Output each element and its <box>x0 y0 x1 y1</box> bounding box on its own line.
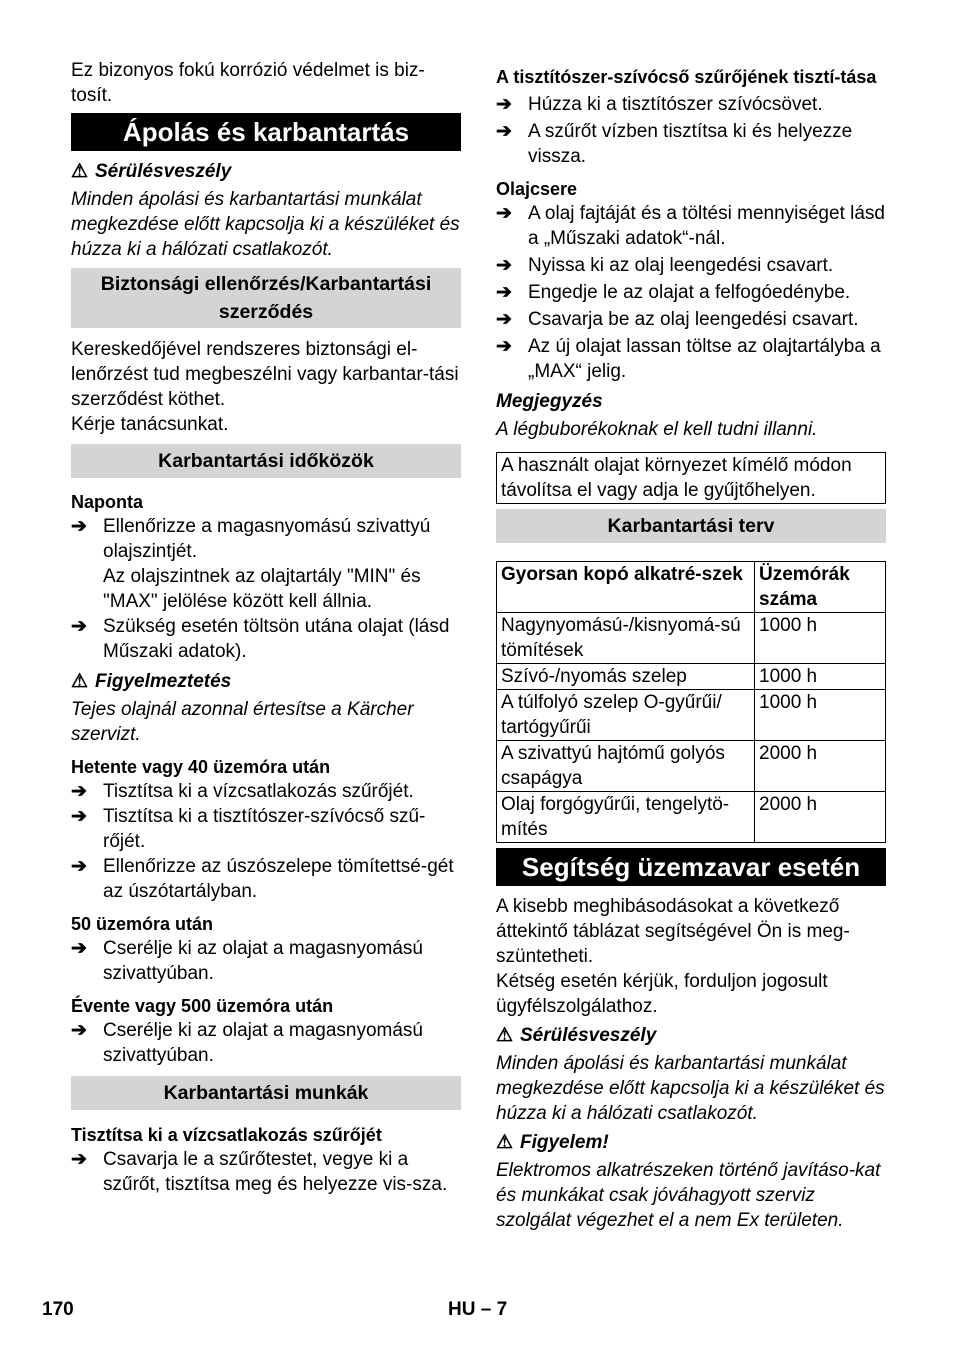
table-row <box>497 690 886 741</box>
section-title-troubleshooting: Segítség üzemzavar esetén <box>496 848 886 886</box>
list-item: ➔ Engedje le az olajat a felfogóedénybe. <box>496 282 851 303</box>
subsection-maintenance-works: Karbantartási munkák <box>71 1076 461 1110</box>
maintenance-table <box>496 561 886 843</box>
column-header: Gyorsan kopó alkatré-szek <box>497 562 755 613</box>
list-item: ➔ Cserélje ki az olajat a magasnyomású szivattyúban. <box>71 1020 423 1066</box>
arrow-right-icon: ➔ <box>71 1020 87 1041</box>
list-item: ➔ Tisztítsa ki a tisztítószer-szívócső szű-rőjét. <box>71 806 426 852</box>
arrow-right-icon: ➔ <box>71 781 87 802</box>
warning-text: Minden ápolási és karbantartási munkálat megkezdése előtt kapcsolja ki a készüléket és húzza ki a hálózati csatlakozót. <box>496 1053 885 1124</box>
table-cell: A túlfolyó szelep O-gyűrűi/ tartógyűrűi <box>497 690 755 741</box>
arrow-right-icon: ➔ <box>496 282 512 303</box>
warning-triangle-icon: ⚠ <box>71 161 89 182</box>
list-item: ➔ A olaj fajtáját és a töltési mennyiséget lásd a „Műszaki adatok“-nál. <box>496 203 885 249</box>
page-number: 170 <box>42 1299 74 1320</box>
table-cell: 2000 h <box>755 741 886 792</box>
safety-text-2: Kérje tanácsunkat. <box>71 414 229 435</box>
heading-detergent-filter: A tisztítószer-szívócső szűrőjének tisztí-tása <box>496 67 877 87</box>
table-cell: Szívó-/nyomás szelep <box>497 664 755 690</box>
list-item: ➔ Csavarja le a szűrőtestet, vegye ki a szűrőt, tisztítsa meg és helyezze vis-sza. <box>71 1149 448 1195</box>
help-text: A kisebb meghibásodásokat a következő áttekintő táblázat segítségével Ön is meg-szüntetheti. <box>496 896 850 967</box>
table-cell: A szivattyú hajtómű golyós csapágya <box>497 741 755 792</box>
arrow-right-icon: ➔ <box>496 336 512 357</box>
list-item: ➔ Szükség esetén töltsön utána olajat (lásd Műszaki adatok). <box>71 616 450 662</box>
list-item: ➔ Nyissa ki az olaj leengedési csavart. <box>496 255 834 276</box>
heading-50-hours: 50 üzemóra után <box>71 914 214 934</box>
warning-label: ⚠ Figyelmeztetés <box>71 671 232 692</box>
table-row <box>497 613 886 664</box>
list-item: ➔ Ellenőrizze az úszószelepe tömítettsé-gét az úszótartályban. <box>71 856 454 902</box>
list-item: ➔ Az új olajat lassan töltse az olajtartályba a „MAX“ jelig. <box>496 336 881 382</box>
arrow-right-icon: ➔ <box>71 938 87 959</box>
arrow-right-icon: ➔ <box>71 1149 87 1170</box>
list-item: ➔ Húzza ki a tisztítószer szívócsövet. <box>496 94 823 115</box>
table-row <box>497 792 886 843</box>
list-item: ➔ Ellenőrizze a magasnyomású szivattyú olajszintjét. <box>71 516 431 562</box>
table-header-row <box>497 562 886 613</box>
right-column <box>496 65 886 1233</box>
list-item: ➔ A szűrőt vízben tisztítsa ki és helyezze vissza. <box>496 121 853 167</box>
section-title-maintenance: Ápolás és karbantartás <box>71 113 461 151</box>
language-page-label: HU – 7 <box>448 1299 508 1320</box>
table-row <box>497 664 886 690</box>
environment-note-box: A használt olajat környezet kímélő módon távolítsa el vagy adja le gyűjtőhelyen. <box>496 452 886 504</box>
arrow-right-icon: ➔ <box>496 94 512 115</box>
subsection-safety-check: Biztonsági ellenőrzés/Karbantartási szerződés <box>71 268 461 328</box>
table-cell: Olaj forgógyűrűi, tengelytö-mítés <box>497 792 755 843</box>
warning-triangle-icon: ⚠ <box>496 1132 514 1153</box>
warning-text: Minden ápolási és karbantartási munkálat megkezdése előtt kapcsolja ki a készüléket és húzza ki a hálózati csatlakozót. <box>71 189 460 260</box>
table-cell: 1000 h <box>755 664 886 690</box>
heading-weekly: Hetente vagy 40 üzemóra után <box>71 757 331 777</box>
heading-water-filter: Tisztítsa ki a vízcsatlakozás szűrőjét <box>71 1125 382 1145</box>
arrow-right-icon: ➔ <box>496 203 512 224</box>
arrow-right-icon: ➔ <box>71 516 87 537</box>
table-cell: Nagynyomású-/kisnyomá-sú tömítések <box>497 613 755 664</box>
column-header: Üzemórák száma <box>755 562 886 613</box>
subsection-intervals: Karbantartási időközök <box>71 444 461 478</box>
heading-oil-change: Olajcsere <box>496 179 578 199</box>
subsection-maintenance-plan: Karbantartási terv <box>496 509 886 543</box>
warning-text: Tejes olajnál azonnal értesítse a Kärcher szervizt. <box>71 699 414 745</box>
arrow-right-icon: ➔ <box>496 309 512 330</box>
heading-daily: Naponta <box>71 492 143 512</box>
arrow-right-icon: ➔ <box>496 121 512 142</box>
note-label: Megjegyzés <box>496 391 603 412</box>
table-cell: 1000 h <box>755 613 886 664</box>
list-item: ➔ Tisztítsa ki a vízcsatlakozás szűrőjét. <box>71 781 414 802</box>
list-item: ➔ Cserélje ki az olajat a magasnyomású szivattyúban. <box>71 938 423 984</box>
list-item: ➔ Csavarja be az olaj leengedési csavart. <box>496 309 859 330</box>
warning-label: ⚠ Sérülésveszély <box>496 1025 657 1046</box>
daily-note: Az olajszintnek az olajtartály "MIN" és "MAX" jelölése között kell állnia. <box>103 566 421 612</box>
table-row <box>497 741 886 792</box>
arrow-right-icon: ➔ <box>71 616 87 637</box>
table-cell: 2000 h <box>755 792 886 843</box>
warning-label: ⚠ Figyelem! <box>496 1132 609 1153</box>
help-text-2: Kétség esetén kérjük, forduljon jogosult ügyfélszolgálathoz. <box>496 971 828 1017</box>
arrow-right-icon: ➔ <box>496 255 512 276</box>
warning-triangle-icon: ⚠ <box>496 1025 514 1046</box>
arrow-right-icon: ➔ <box>71 856 87 877</box>
safety-text: Kereskedőjével rendszeres biztonsági el-lenőrzést tud megbeszélni vagy karbantar-tási szerződést köthet. <box>71 339 459 410</box>
intro-text: Ez bizonyos fokú korrózió védelmet is biz-tosít. <box>71 60 425 106</box>
warning-triangle-icon: ⚠ <box>71 671 89 692</box>
note-text: A légbuborékoknak el kell tudni illanni. <box>496 419 818 440</box>
table-cell: 1000 h <box>755 690 886 741</box>
heading-yearly: Évente vagy 500 üzemóra után <box>71 996 334 1016</box>
warning-text: Elektromos alkatrészeken történő javításo-kat és munkákat csak jóváhagyott szerviz szolgálat végezhet el a nem Ex területen. <box>496 1160 881 1231</box>
warning-label: ⚠ Sérülésveszély <box>71 161 232 182</box>
left-column <box>71 58 461 1197</box>
arrow-right-icon: ➔ <box>71 806 87 827</box>
